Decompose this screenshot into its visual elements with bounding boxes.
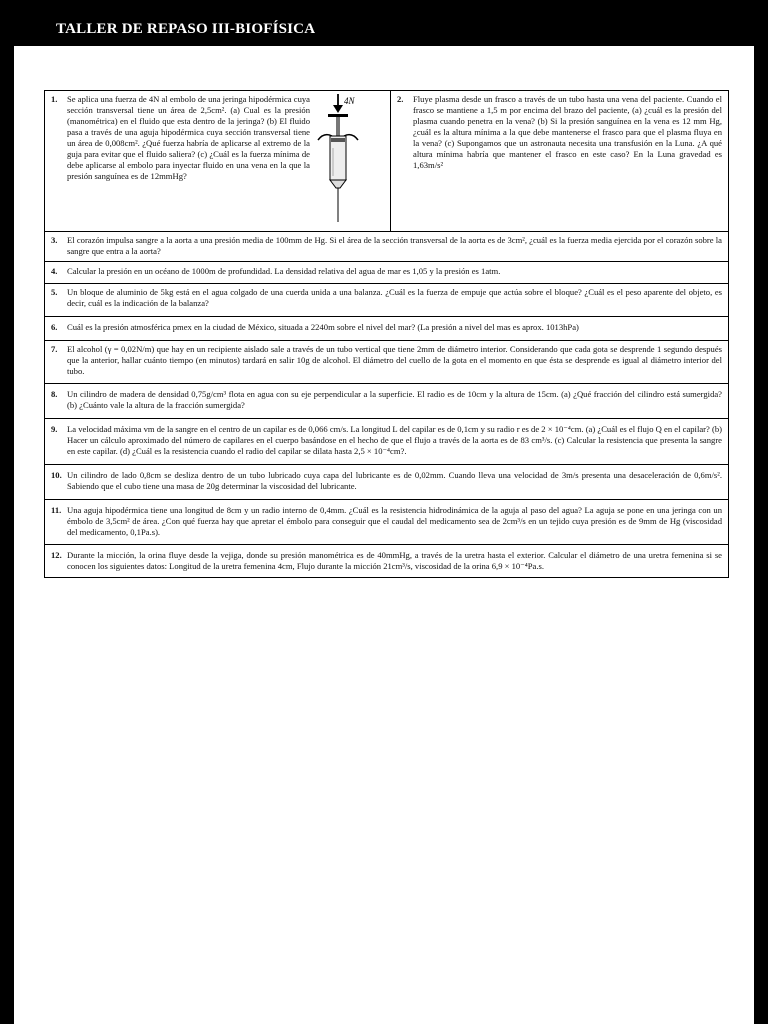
header-bar	[0, 0, 768, 46]
table-row	[45, 232, 729, 262]
problem-number: 1.	[51, 94, 58, 104]
table-row	[45, 545, 729, 578]
problem-number: 7.	[51, 344, 58, 354]
problem-number: 9.	[51, 424, 58, 434]
problem-number: 11.	[51, 505, 62, 515]
problem-number: 8.	[51, 389, 58, 399]
force-label: 4N	[344, 96, 355, 106]
problem-number: 5.	[51, 287, 58, 297]
table-row	[45, 284, 729, 317]
table-row	[45, 465, 729, 500]
problem-text: Un cilindro de madera de densidad 0,75g/cm³ flota en agua con su eje perpendicular a la superficie. El radio es de 10cm y la altura de 15cm. (a) ¿Qué fracción del cilindro está sumergida? (b) ¿Cuánto vale la altura de la fracción sumergida?	[67, 389, 722, 410]
problem-number: 4.	[51, 266, 58, 276]
problem-text: Fluye plasma desde un frasco a través de un tubo hasta una vena del paciente. Cuando el frasco se mantiene a 1,5 m por encima del brazo del paciente, (a) ¿cuál es la presión del plasma cuando penetra en la vena? (b) Si la presión sanguínea en la vena es 12 mm Hg, ¿cuál es la altura mínima a la que debe mantenerse el frasco para que el plasma fluya en la vena? (c) Supongamos que un astronauta necesita una transfusión en la Luna. ¿A qué altura mínima habría que mantener el frasco en este caso? En la Luna gravedad es 1,63m/s²	[413, 94, 722, 170]
table-row	[45, 341, 729, 384]
problem-text: Calcular la presión en un océano de 1000m de profundidad. La densidad relativa del agua de mar es 1,05 y la presión es 1atm.	[67, 266, 501, 276]
document-title: TALLER DE REPASO III-BIOFÍSICA	[56, 21, 316, 37]
page-number: 1	[738, 1000, 745, 1015]
document-page	[14, 46, 754, 1024]
problem-text: Durante la micción, la orina fluye desde la vejiga, donde su presión manométrica es de 40mmHg, a través de la uretra hasta el exterior. Calcular el diámetro de una uretra femenina si se conocen los siguientes datos: Longitud de la uretra femenina 4cm, Flujo durante la micción 21cm³/s, viscosidad de la orina 6,9 × 10⁻⁴Pa.s.	[67, 550, 722, 571]
problem-text: Se aplica una fuerza de 4N al embolo de una jeringa hipodérmica cuya sección transversal tiene un área de 2,5cm². (a) Cual es la presión (manométrica) en el fluido que esta dentro de la jeringa? (b) El fluido pasa a través de una aguja hipodérmica cuya sección transversal tiene un área de 0,008cm². ¿Qué fuerza habría de aplicarse al extremo de la guja para evitar que el fluido saliera? (c) ¿Cuál es la fuerza mínima de debe aplicarse al embolo para inyectar fluido en una vena en la que la presión sanguínea es de 12mmHg?	[67, 94, 310, 181]
problem-number: 12.	[51, 550, 62, 560]
problem-text: Cuál es la presión atmosférica pmex en la ciudad de México, situada a 2240m sobre el nivel del mar? (La presión a nivel del mas es aprox. 1013hPa)	[67, 322, 579, 332]
problem-cell-2	[391, 91, 729, 232]
problem-number: 10.	[51, 470, 62, 480]
problems-table	[44, 90, 729, 578]
problem-text: La velocidad máxima vm de la sangre en el centro de un capilar es de 0,066 cm/s. La longitud L del capilar es de 0,1cm y su radio r es de 2 × 10⁻⁴cm. (a) ¿Cuál es el flujo Q en el capilar? (b) Hacer un cálculo aproximado del número de capilares en el cuerpo basándose en el hecho de que el flujo a través de la aorta es de 83 cm³/s. (c) Calcular la resistencia que presenta la sangre en este capilar. (d) ¿Cuál es la resistencia cuando el radio del capilar se dilata hasta 2,5 × 10⁻⁴cm?.	[67, 424, 722, 456]
right-margin-bar	[754, 46, 768, 1024]
problem-number: 3.	[51, 235, 58, 245]
problem-text: Un bloque de aluminio de 5kg está en el agua colgado de una cuerda unida a una balanza. ¿Cuál es la fuerza de empuje que actúa sobre el bloque? ¿Cuál es el peso aparente del objeto, es decir, cuál es la indicación de la balanza?	[67, 287, 722, 308]
table-row	[45, 419, 729, 465]
table-row	[45, 317, 729, 341]
table-row	[45, 384, 729, 419]
syringe-illustration	[314, 92, 384, 224]
problem-text: El corazón impulsa sangre a la aorta a una presión media de 100mm de Hg. Si el área de la sección transversal de la aorta es de 3cm², ¿cuál es la fuerza media ejercida por el corazón sobre la sangre que entra a la aorta?	[67, 235, 722, 256]
problem-text: El alcohol (γ = 0,02N/m) que hay en un recipiente aislado sale a través de un tubo vertical que tiene 2mm de diámetro interior. Considerando que cada gota se desprende 1 segundo después que la anterior, hallar cuánto tiempo (en minutos) tardará en salir 10g de alcohol. El diámetro del cuello de la gota en el momento en que ésta se desprende es igual al diámetro interior del tubo.	[67, 344, 722, 376]
problem-number: 2.	[397, 94, 404, 104]
table-row	[45, 91, 729, 232]
table-row	[45, 262, 729, 284]
problem-number: 6.	[51, 322, 58, 332]
table-row	[45, 500, 729, 545]
problem-cell-1	[45, 91, 391, 232]
syringe-figure	[314, 92, 384, 227]
problem-text: Un cilindro de lado 0,8cm se desliza dentro de un tubo lubricado cuya capa del lubricante es de 0,02mm. Cuando lleva una velocidad de 3m/s presenta una desaceleración de 0,6m/s². Sabiendo que el cubo tiene una masa de 20g determinar la viscosidad del lubricante.	[67, 470, 722, 491]
problem-text: Una aguja hipodérmica tiene una longitud de 8cm y un radio interno de 0,4mm. ¿Cuál es la resistencia hidrodinámica de la aguja al paso del agua? La aguja se pone en una jeringa con un émbolo de 3,5cm² de área. ¿Con qué fuerza hay que apretar el émbolo para conseguir que el caudal del medicamento sea de 2cm³/s en un tejido cuya presión es de 9mm de Hg (viscosidad del medicamento, 0,1Pa.s).	[67, 505, 722, 537]
